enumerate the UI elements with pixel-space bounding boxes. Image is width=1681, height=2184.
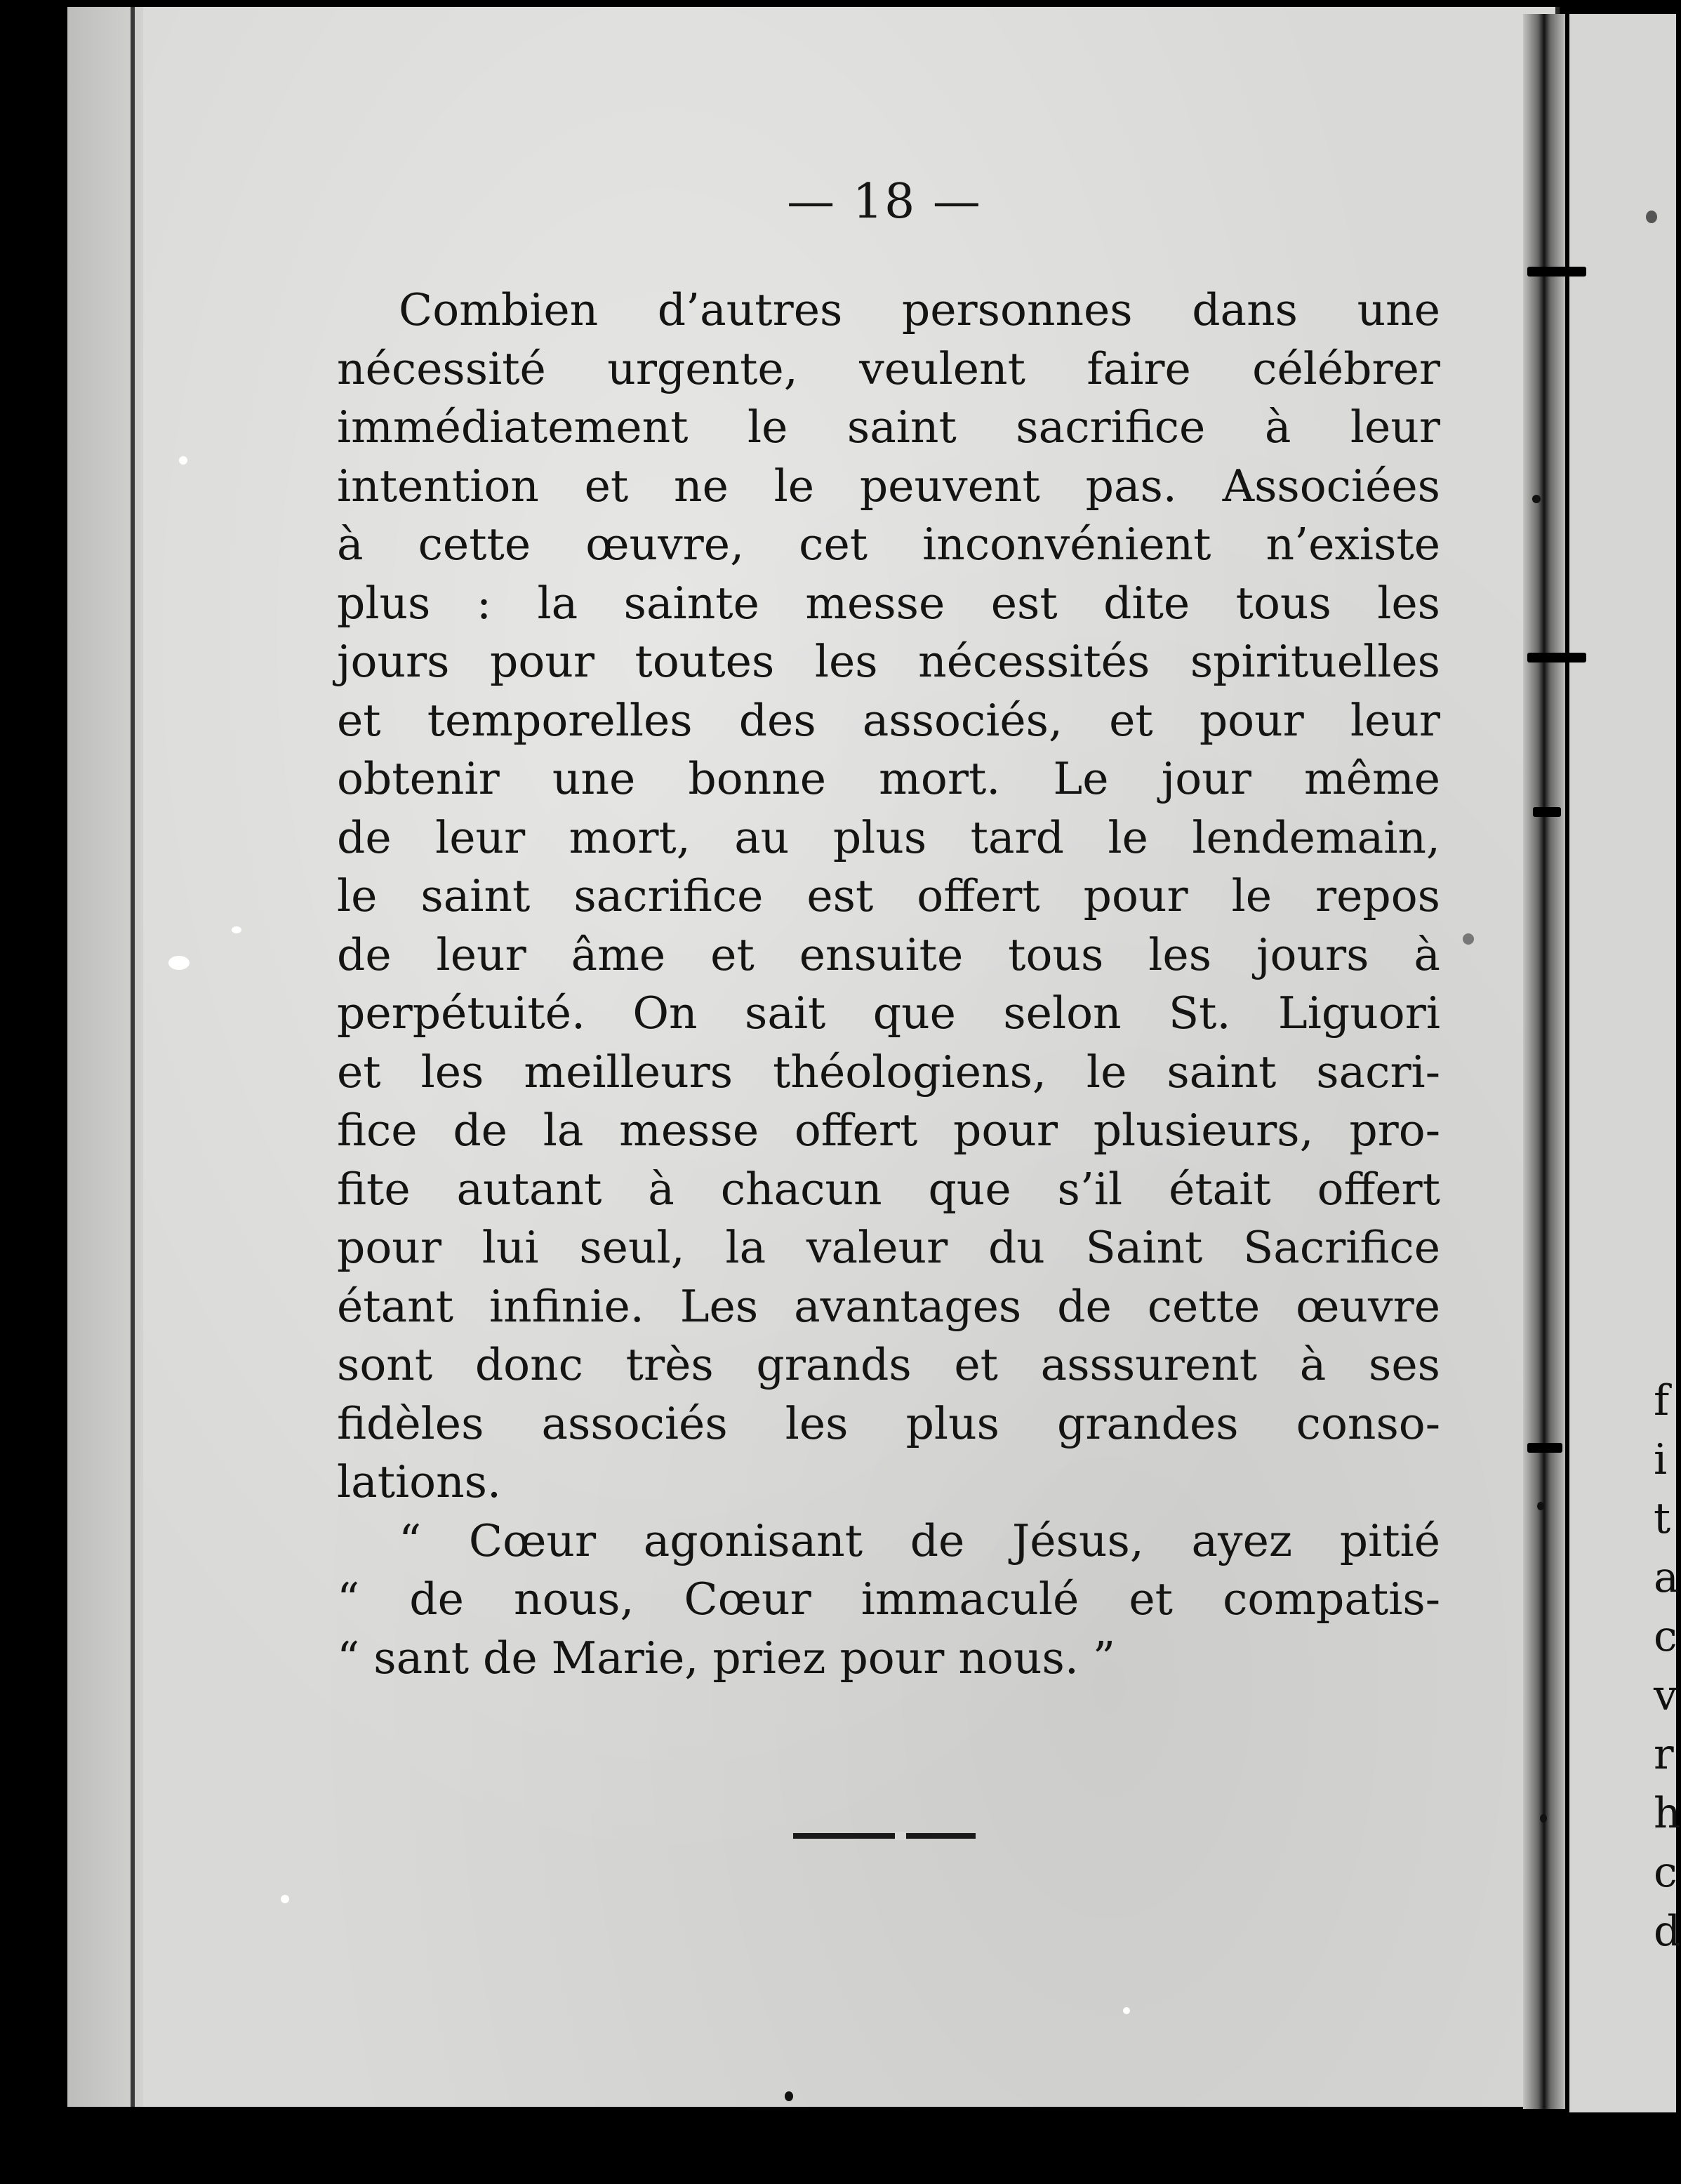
facing-page-letter: r [1654,1730,1674,1779]
paragraph-line: pour lui seul, la valeur du Saint Sacrifice [337,1222,1440,1273]
facing-page-letter: t [1654,1494,1671,1543]
paragraph-line: immédiatement le saint sacrifice à leur [337,401,1440,453]
scan-speck [1532,495,1541,503]
scan-speck [179,456,187,465]
prayer-line: “ sant de Marie, priez pour nous. ” [337,1632,1116,1684]
facing-page-letter: i [1654,1435,1668,1484]
binding-stitch [1527,267,1586,277]
scan-speck [168,956,190,970]
paragraph-line: Combien d’autres personnes dans une [399,284,1440,335]
page-edge-line [131,7,135,2107]
prayer-line: “ Cœur agonisant de Jésus, ayez pitié [399,1514,1440,1566]
facing-page-letter: f [1654,1376,1670,1425]
scan-speck [785,2091,793,2101]
paragraph-line: et les meilleurs théologiens, le saint sacri- [337,1046,1440,1098]
facing-page-letter: c [1654,1848,1677,1897]
paragraph-line: fidèles associés les plus grandes conso- [337,1397,1440,1449]
body-text [337,281,1440,1687]
scan-speck [1123,2007,1130,2014]
binding-stitch [1527,1443,1562,1453]
paragraph-line: fite autant à chacun que s’il était offert [337,1163,1440,1215]
scan-speck [1646,211,1657,223]
page-number: — 18 — [787,174,982,229]
paragraph-line: et temporelles des associés, et pour leur [337,694,1440,746]
paragraph-line: lations. [337,1456,502,1507]
paragraph-line: de leur mort, au plus tard le lendemain, [337,811,1440,863]
binding-stitch [1527,653,1586,662]
paragraph-line: plus : la sainte messe est dite tous les [337,577,1440,629]
paragraph-line: étant infinie. Les avantages de cette œuvre [337,1280,1440,1332]
facing-page-letter: h [1654,1789,1681,1838]
facing-page-letter: d [1654,1907,1681,1956]
paragraph-line: sont donc très grands et asssurent à ses [337,1339,1440,1390]
binding-stitch [1533,807,1561,817]
facing-page-letter: v [1654,1671,1677,1720]
paragraph-line: jours pour toutes les nécessités spirituelles [337,636,1440,687]
paragraph-line: intention et ne le peuvent pas. Associées [337,460,1440,512]
scan-speck [1540,1814,1547,1823]
paragraph-line: de leur âme et ensuite tous les jours à [337,928,1440,980]
paragraph-line: perpétuité. On sait que selon St. Liguori [337,987,1440,1039]
section-divider [793,1833,976,1839]
scan-speck [232,926,241,933]
prayer-line: “ de nous, Cœur immaculé et compatis- [337,1573,1440,1625]
paragraph-line: fice de la messe offert pour plusieurs, pro- [337,1105,1440,1156]
scan-speck [281,1895,289,1903]
paragraph-line: obtenir une bonne mort. Le jour même [337,753,1440,804]
section-divider-gap [895,1832,906,1840]
book-binding [1523,14,1565,2109]
facing-page-letter: a [1654,1553,1679,1602]
scan-speck [1537,1502,1544,1510]
scan-speck [1463,933,1474,945]
facing-page-letter: c [1654,1612,1677,1661]
paragraph-line: nécessité urgente, veulent faire célébrer [337,342,1440,394]
paragraph-line: le saint sacrifice est offert pour le repos [337,870,1440,921]
paragraph-line: à cette œuvre, cet inconvénient n’existe [337,519,1440,570]
